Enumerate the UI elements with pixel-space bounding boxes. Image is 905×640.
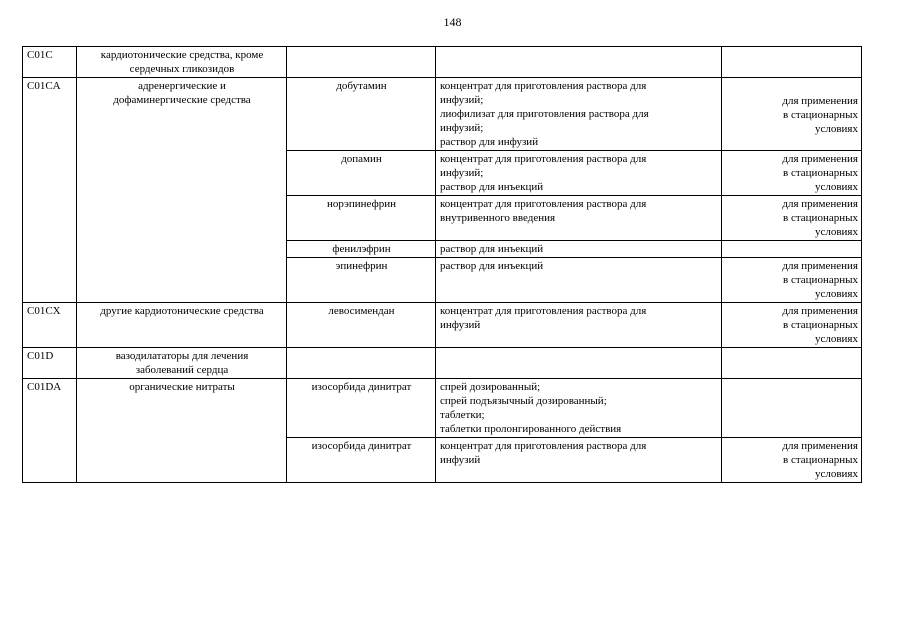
dosage-form-cell: концентрат для приготовления раствора для внутривенного введения [436,196,722,241]
note-cell: для применения в стационарных условиях [722,151,862,196]
dosage-form-cell: концентрат для приготовления раствора для инфузий; лиофилизат для приготовления раствора для инфузий; раствор для инфузий [436,78,722,151]
atc-code-cell: C01CX [23,303,77,348]
atc-code-cell: C01DA [23,379,77,438]
table-row [23,379,862,438]
drug-name-cell: левосимендан [287,303,436,348]
table-row [23,303,862,348]
drug-name-cell: норэпинефрин [287,196,436,241]
group-name-cell [77,438,287,483]
drug-name-cell: изосорбида динитрат [287,438,436,483]
note-cell [722,348,862,379]
note-cell: для применения в стационарных условиях [722,438,862,483]
dosage-form-cell: спрей дозированный; спрей подъязычный дозированный; таблетки; таблетки пролонгированного действия [436,379,722,438]
group-name-cell: кардиотонические средства, кроме сердечных гликозидов [77,47,287,78]
atc-code-cell: C01C [23,47,77,78]
drug-name-cell: допамин [287,151,436,196]
note-cell: для применения в стационарных условиях [722,258,862,303]
note-cell: для применения в стационарных условиях [722,196,862,241]
dosage-form-cell: концентрат для приготовления раствора для инфузий; раствор для инъекций [436,151,722,196]
drug-table [22,46,862,483]
group-name-cell: адренергические и дофаминергические средства [77,78,287,303]
page-number: 148 [443,15,462,29]
atc-code-cell [23,438,77,483]
drug-name-cell: эпинефрин [287,258,436,303]
dosage-form-cell: концентрат для приготовления раствора для инфузий [436,438,722,483]
drug-name-cell: добутамин [287,78,436,151]
dosage-form-cell: раствор для инъекций [436,258,722,303]
note-cell [722,241,862,258]
dosage-form-cell [436,47,722,78]
note-cell: для применения в стационарных условиях [722,303,862,348]
dosage-form-cell: раствор для инъекций [436,241,722,258]
note-cell [722,379,862,438]
note-cell [722,47,862,78]
group-name-cell: органические нитраты [77,379,287,438]
atc-code-cell: C01D [23,348,77,379]
drug-name-cell [287,47,436,78]
dosage-form-cell [436,348,722,379]
group-name-cell: вазодилататоры для лечения заболеваний сердца [77,348,287,379]
table-row [23,78,862,151]
dosage-form-cell: концентрат для приготовления раствора для инфузий [436,303,722,348]
drug-name-cell: фенилэфрин [287,241,436,258]
drug-name-cell: изосорбида динитрат [287,379,436,438]
note-cell: для применения в стационарных условиях [722,78,862,151]
table-row [23,348,862,379]
table-row [23,438,862,483]
group-name-cell: другие кардиотонические средства [77,303,287,348]
atc-code-cell: C01CA [23,78,77,303]
table-row [23,47,862,78]
drug-name-cell [287,348,436,379]
